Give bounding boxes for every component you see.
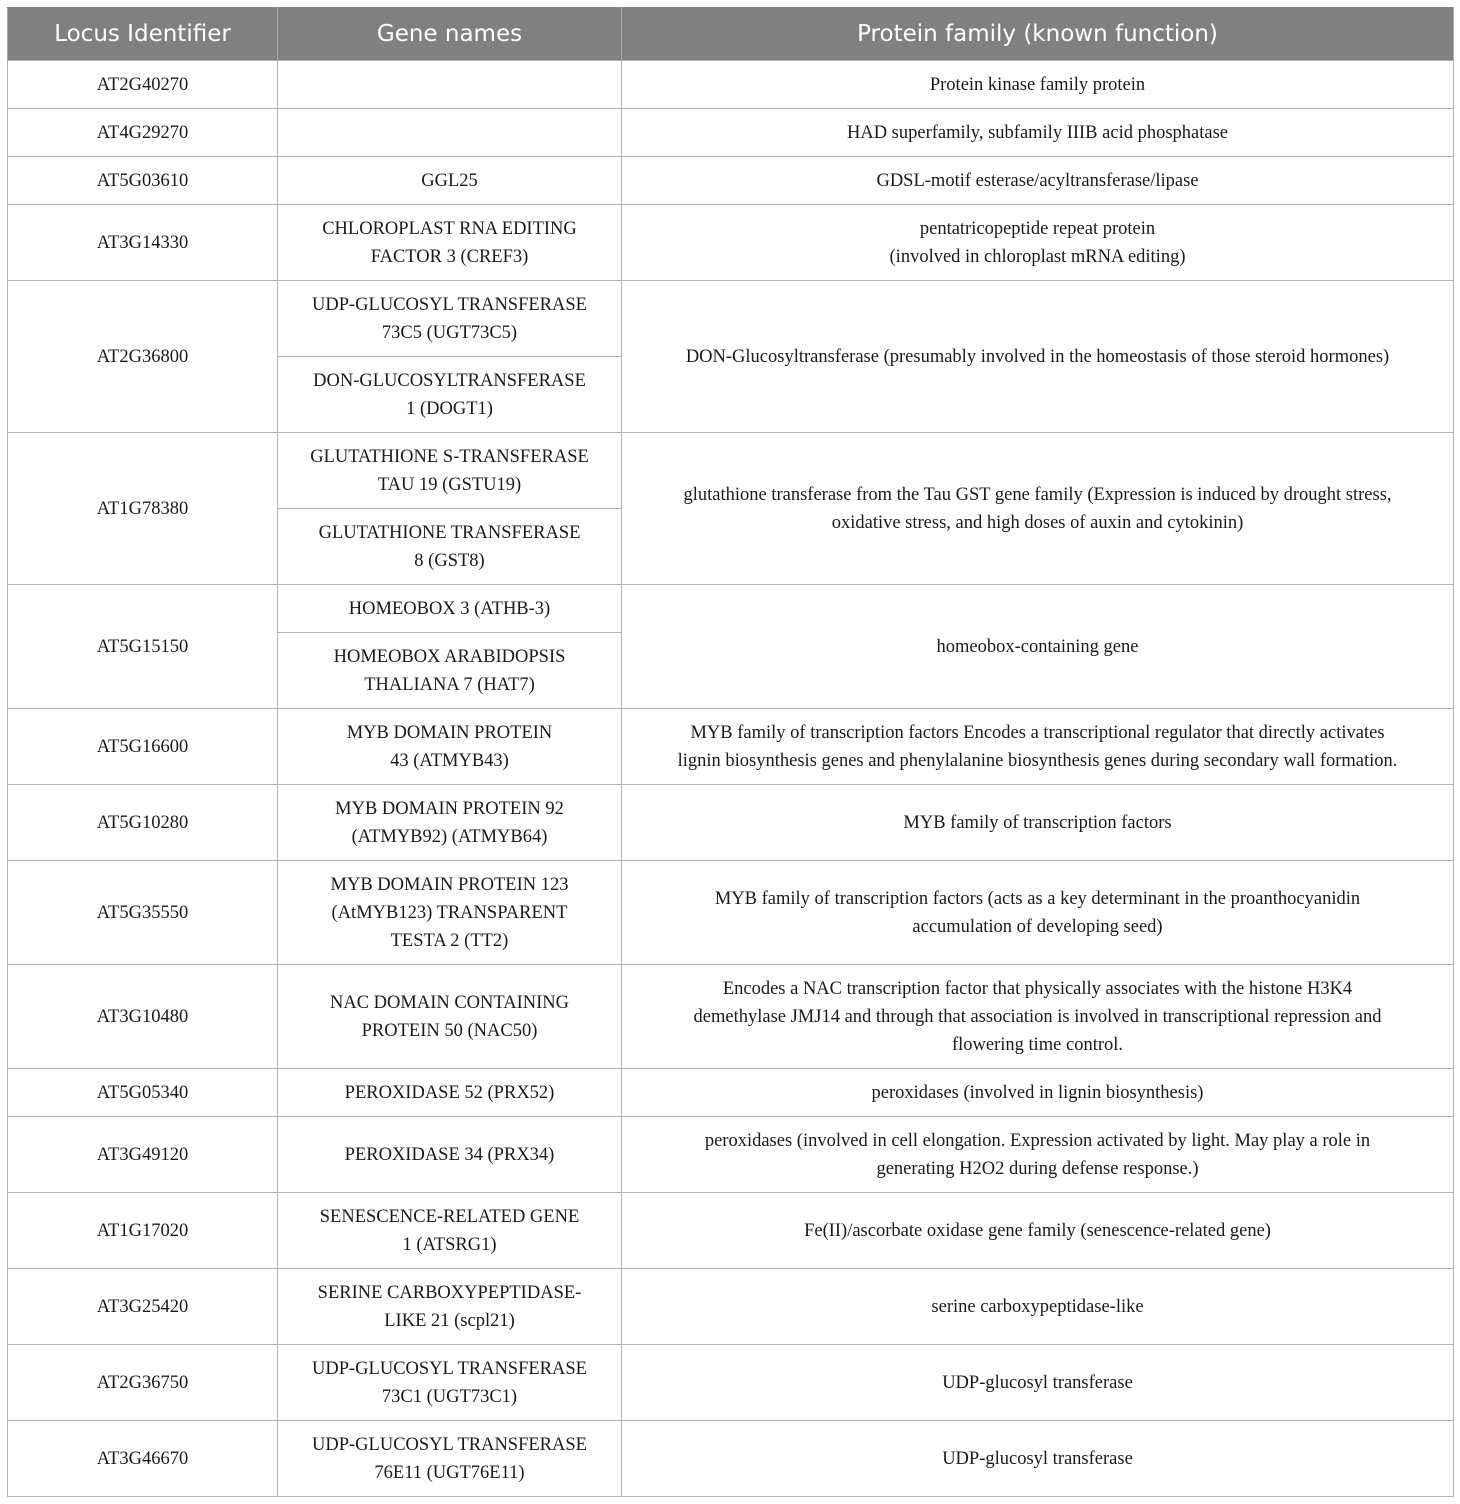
cell-locus: AT3G46670 [8,1421,278,1497]
cell-gene-name: HOMEOBOX ARABIDOPSIS THALIANA 7 (HAT7) [278,633,622,709]
cell-locus: AT1G78380 [8,433,278,585]
cell-locus: AT2G36750 [8,1345,278,1421]
table-row [8,1345,1454,1421]
table-row [8,1069,1454,1117]
cell-locus: AT5G35550 [8,861,278,965]
cell-gene-name: DON-GLUCOSYLTRANSFERASE 1 (DOGT1) [278,357,622,433]
cell-gene-name: SENESCENCE-RELATED GENE 1 (ATSRG1) [278,1193,622,1269]
cell-locus: AT3G49120 [8,1117,278,1193]
gene-table [7,7,1454,1497]
cell-protein-family: UDP-glucosyl transferase [622,1421,1454,1497]
cell-locus: AT4G29270 [8,109,278,157]
table-row [8,281,1454,357]
table-row [8,585,1454,633]
cell-protein-family: MYB family of transcription factors Encodes a transcriptional regulator that directly activates lignin biosynthesis genes and phenylalanine biosynthesis genes during secondary wall formation. [622,709,1454,785]
cell-locus: AT5G03610 [8,157,278,205]
table-row [8,785,1454,861]
cell-gene-name: MYB DOMAIN PROTEIN 123 (AtMYB123) TRANSPARENT TESTA 2 (TT2) [278,861,622,965]
cell-protein-family: Protein kinase family protein [622,61,1454,109]
cell-protein-family: serine carboxypeptidase-like [622,1269,1454,1345]
cell-locus: AT5G15150 [8,585,278,709]
cell-protein-family: peroxidases (involved in cell elongation. Expression activated by light. May play a role in generating H2O2 during defense response.) [622,1117,1454,1193]
cell-protein-family: DON-Glucosyltransferase (presumably involved in the homeostasis of those steroid hormones) [622,281,1454,433]
cell-gene-name: PEROXIDASE 52 (PRX52) [278,1069,622,1117]
table-row [8,1193,1454,1269]
cell-gene-name: GGL25 [278,157,622,205]
table-row [8,965,1454,1069]
table-row [8,1421,1454,1497]
cell-gene-name: UDP-GLUCOSYL TRANSFERASE 73C1 (UGT73C1) [278,1345,622,1421]
cell-protein-family: glutathione transferase from the Tau GST gene family (Expression is induced by drought stress, oxidative stress, and high doses of auxin and cytokinin) [622,433,1454,585]
cell-protein-family: Encodes a NAC transcription factor that physically associates with the histone H3K4 demethylase JMJ14 and through that association is involved in transcriptional repression and flowering time control. [622,965,1454,1069]
cell-protein-family: pentatricopeptide repeat protein (involved in chloroplast mRNA editing) [622,205,1454,281]
cell-protein-family: Fe(II)/ascorbate oxidase gene family (senescence-related gene) [622,1193,1454,1269]
cell-gene-name: NAC DOMAIN CONTAINING PROTEIN 50 (NAC50) [278,965,622,1069]
cell-protein-family: HAD superfamily, subfamily IIIB acid phosphatase [622,109,1454,157]
cell-locus: AT2G40270 [8,61,278,109]
cell-protein-family: peroxidases (involved in lignin biosynthesis) [622,1069,1454,1117]
cell-gene-name: CHLOROPLAST RNA EDITING FACTOR 3 (CREF3) [278,205,622,281]
table-row [8,1117,1454,1193]
table-row [8,709,1454,785]
table-row [8,861,1454,965]
cell-locus: AT3G10480 [8,965,278,1069]
table-row [8,109,1454,157]
cell-locus: AT2G36800 [8,281,278,433]
cell-locus: AT3G25420 [8,1269,278,1345]
table-row [8,157,1454,205]
cell-protein-family: MYB family of transcription factors [622,785,1454,861]
cell-locus: AT5G10280 [8,785,278,861]
cell-protein-family: MYB family of transcription factors (acts as a key determinant in the proanthocyanidin accumulation of developing seed) [622,861,1454,965]
cell-gene-name: GLUTATHIONE TRANSFERASE 8 (GST8) [278,509,622,585]
header-genes: Gene names [278,8,622,61]
cell-locus: AT5G16600 [8,709,278,785]
cell-gene-name: SERINE CARBOXYPEPTIDASE- LIKE 21 (scpl21) [278,1269,622,1345]
cell-gene-name: HOMEOBOX 3 (ATHB-3) [278,585,622,633]
cell-locus: AT3G14330 [8,205,278,281]
cell-gene-name: MYB DOMAIN PROTEIN 92 (ATMYB92) (ATMYB64) [278,785,622,861]
cell-gene-name [278,109,622,157]
cell-locus: AT1G17020 [8,1193,278,1269]
table-row [8,61,1454,109]
cell-locus: AT5G05340 [8,1069,278,1117]
cell-gene-name: UDP-GLUCOSYL TRANSFERASE 73C5 (UGT73C5) [278,281,622,357]
cell-gene-name: PEROXIDASE 34 (PRX34) [278,1117,622,1193]
cell-gene-name: UDP-GLUCOSYL TRANSFERASE 76E11 (UGT76E11) [278,1421,622,1497]
cell-gene-name: MYB DOMAIN PROTEIN 43 (ATMYB43) [278,709,622,785]
table-row [8,1269,1454,1345]
header-row [8,8,1454,61]
table-body [8,61,1454,1497]
header-locus: Locus Identifier [8,8,278,61]
header-family: Protein family (known function) [622,8,1454,61]
cell-gene-name: GLUTATHIONE S-TRANSFERASE TAU 19 (GSTU19) [278,433,622,509]
table-row [8,433,1454,509]
cell-protein-family: homeobox-containing gene [622,585,1454,709]
table-row [8,205,1454,281]
cell-gene-name [278,61,622,109]
cell-protein-family: UDP-glucosyl transferase [622,1345,1454,1421]
cell-protein-family: GDSL-motif esterase/acyltransferase/lipase [622,157,1454,205]
